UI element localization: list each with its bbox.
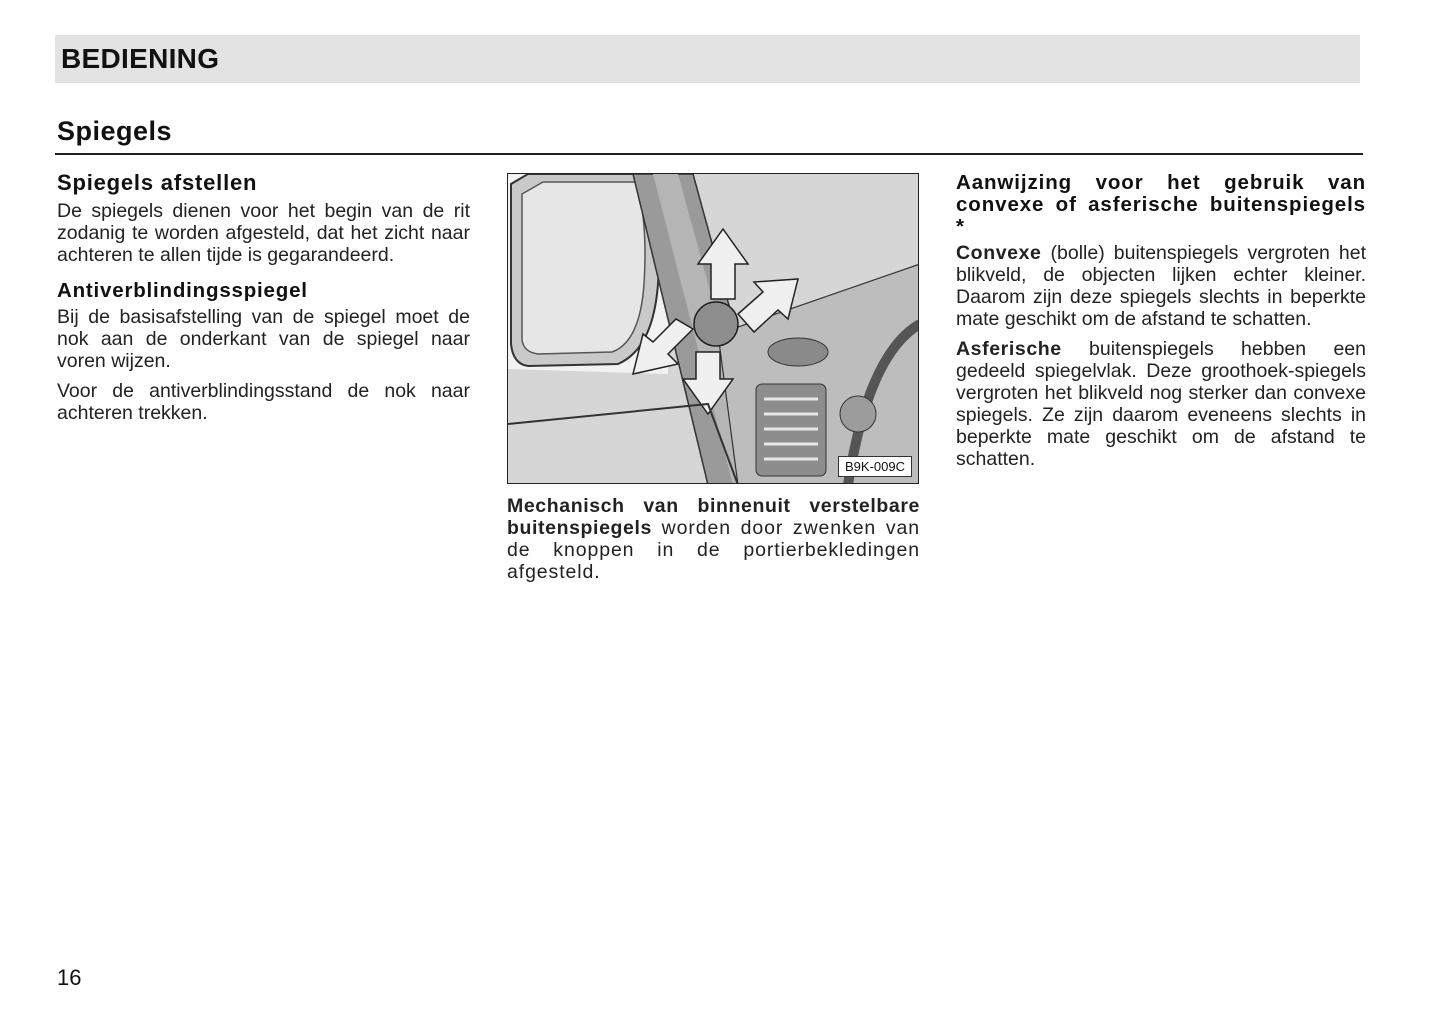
mirror-illustration (508, 174, 919, 484)
asferische-term: Asferische (956, 338, 1062, 360)
column-middle-caption (507, 495, 920, 591)
chapter-title: BEDIENING (61, 43, 220, 74)
chapter-header-band (55, 35, 1360, 83)
figure-caption (507, 495, 920, 583)
heading-antiverblindingsspiegel: Antiverblindingsspiegel (57, 279, 308, 302)
paragraph-basisafstelling: Bij de basisafstelling van de spiegel moet de nok aan de onderkant van de spiegel naar voren wijzen. (57, 306, 470, 372)
asferische-text: buitenspiegels hebben een gedeeld spiegelvlak. Deze groothoek-spiegels vergroten het blikveld nog sterker dan convexe spiegels. Ze zijn daarom eveneens slechts in beperkte mate geschikt om de afstand te schatten. (956, 338, 1366, 470)
paragraph-antiverblindingsstand: Voor de antiverblindingsstand de nok naar achteren trekken. (57, 380, 470, 424)
column-right (956, 172, 1366, 478)
page-number: 16 (57, 965, 82, 990)
caption-bold: Mechanisch van binnenuit verstelbare buitenspiegels (507, 495, 920, 539)
section-divider (55, 153, 1363, 155)
paragraph-convexe (956, 242, 1366, 330)
caption-text: worden door zwenken van de knoppen in de portierbekledingen afgesteld. (507, 517, 920, 583)
convexe-text: (bolle) buitenspiegels vergroten het blikveld, de objecten lijken echter kleiner. Daarom zijn deze spiegels slechts in beperkte mate geschikt om de afstand te schatten. (956, 242, 1366, 330)
heading-spiegels-afstellen: Spiegels afstellen (57, 170, 258, 195)
heading-aanwijzing: Aanwijzing voor het gebruik van convexe of asferische buitenspiegels * (956, 171, 1366, 238)
paragraph-asferische (956, 338, 1366, 470)
mirror-adjustment-figure (507, 173, 919, 484)
convexe-term: Convexe (956, 242, 1042, 264)
section-title: Spiegels (57, 116, 173, 146)
paragraph-afstellen: De spiegels dienen voor het begin van de rit zodanig te worden afgesteld, dat het zicht naar achteren te allen tijde is gegarandeerd. (57, 200, 470, 266)
column-left (57, 172, 470, 432)
figure-label: B9K-009C (838, 456, 912, 477)
